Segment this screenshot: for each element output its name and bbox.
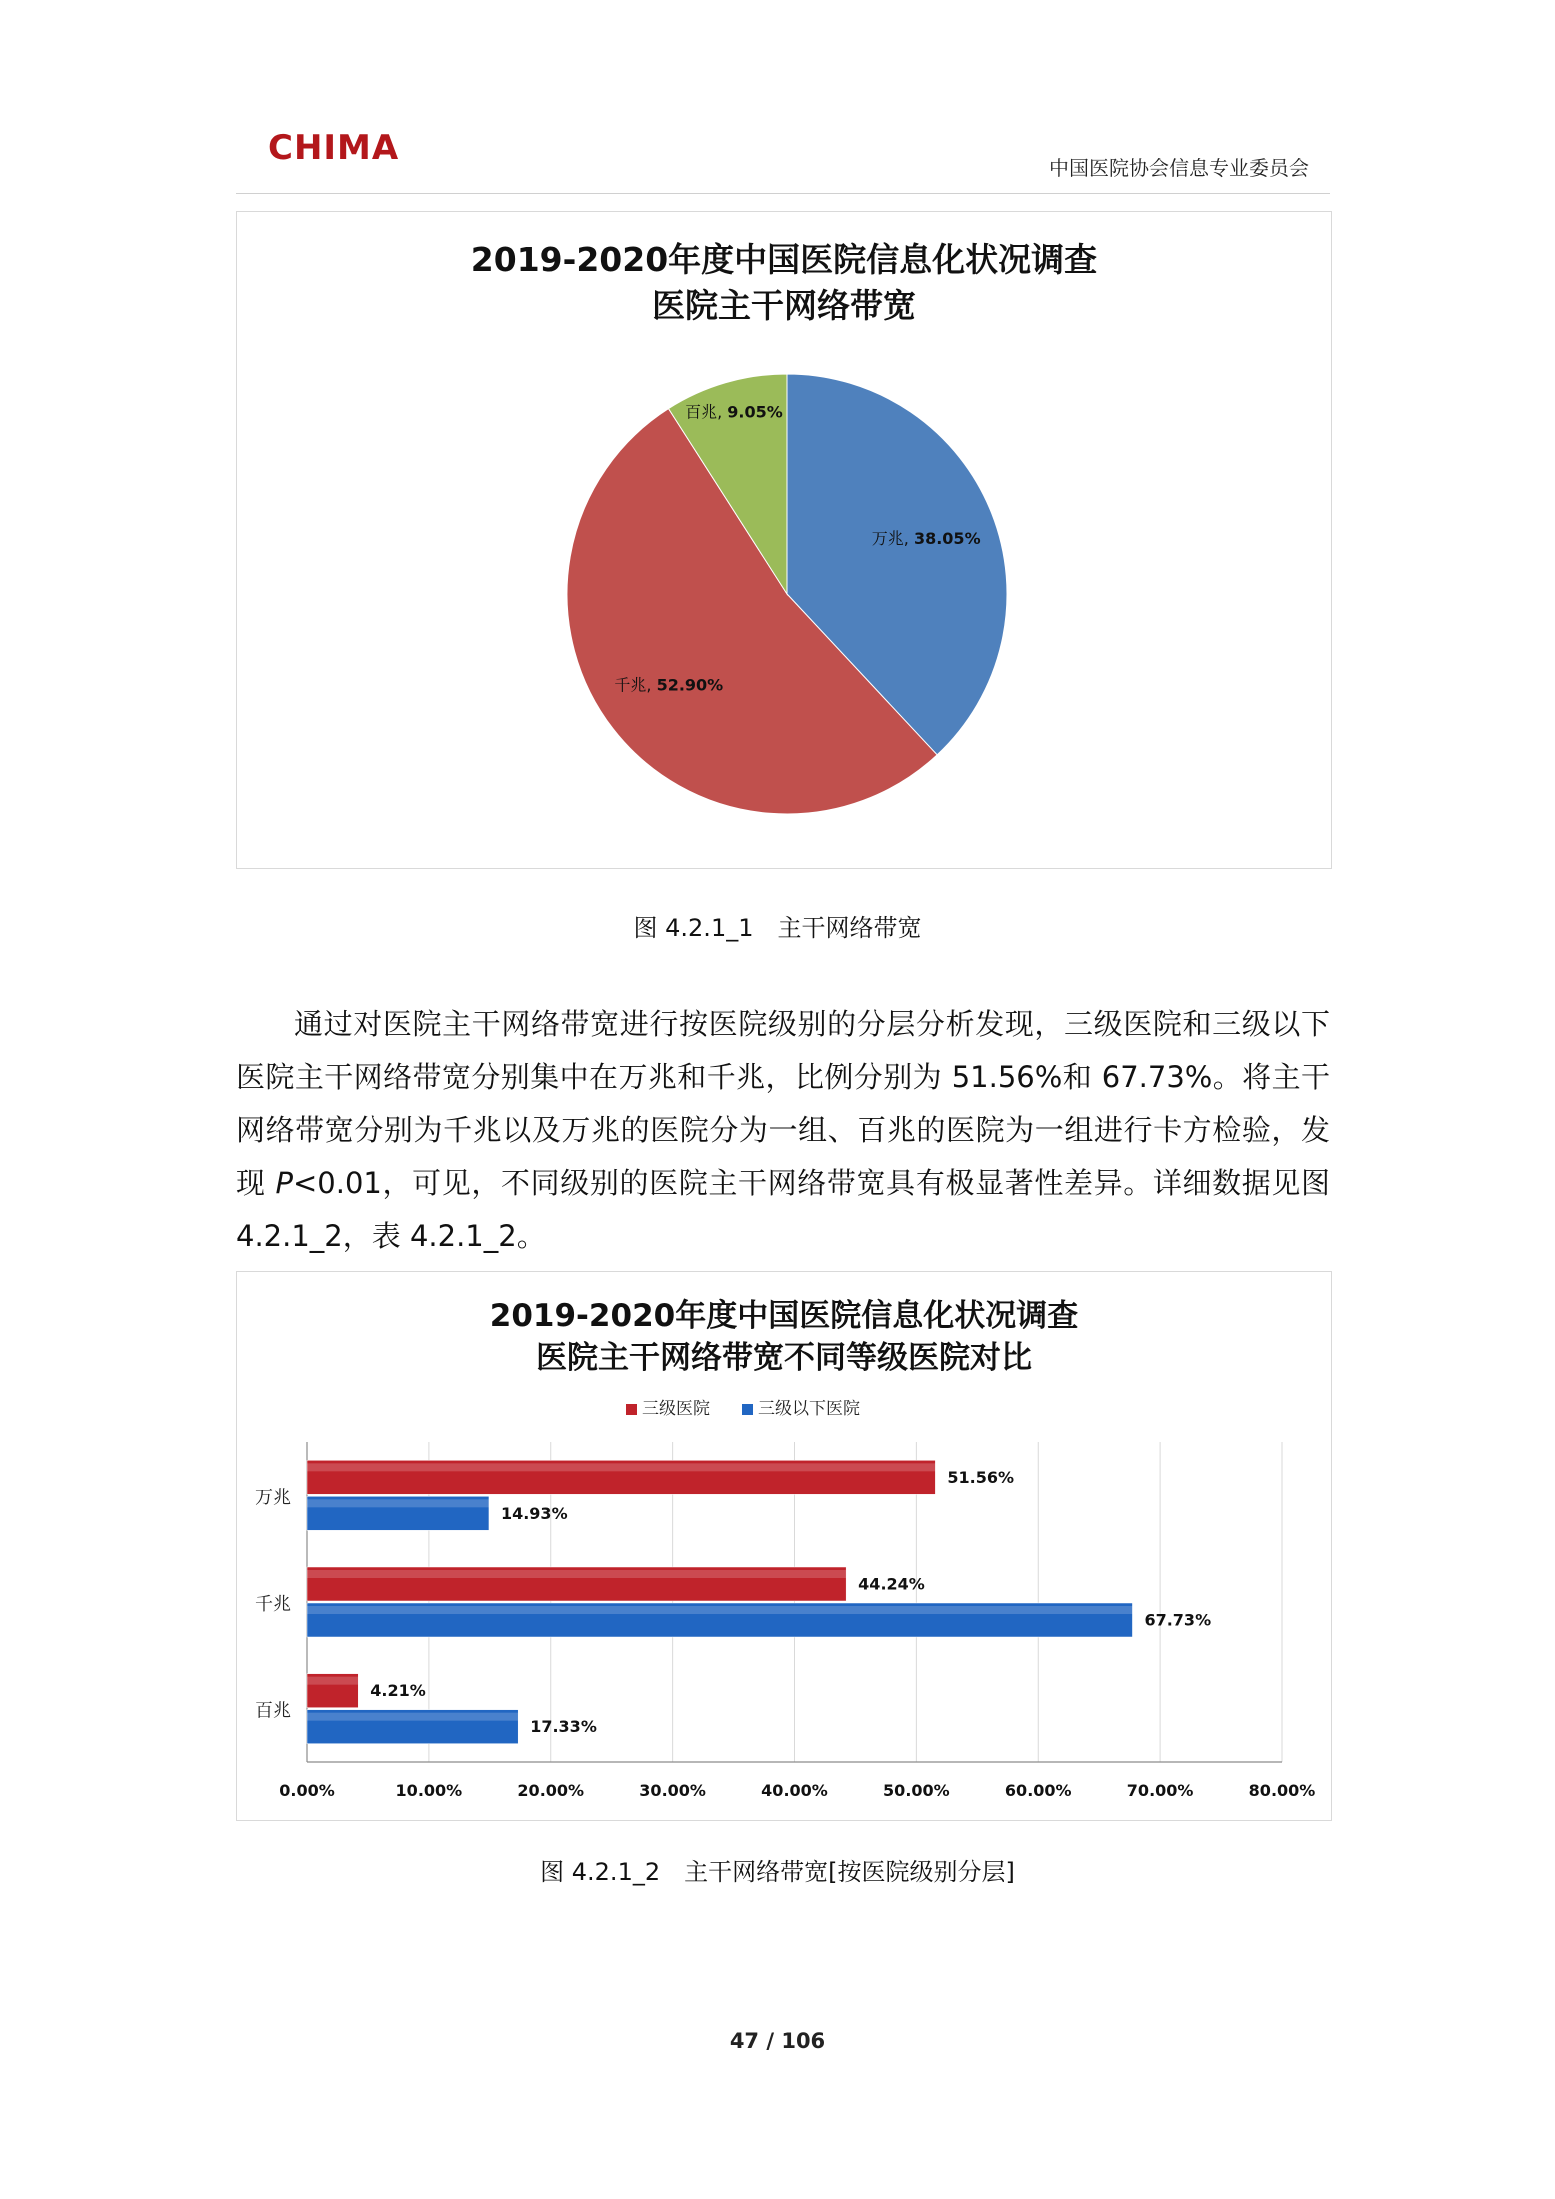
bar-highlight-0-0 bbox=[307, 1463, 935, 1471]
bar-value-label-1-0: 44.24% bbox=[858, 1574, 925, 1594]
pie-label-1: 千兆, 52.90% bbox=[614, 675, 724, 695]
x-tick-label-1: 10.00% bbox=[395, 1781, 463, 1800]
legend-label-0: 三级医院 bbox=[642, 1399, 710, 1419]
bar-value-label-0-1: 14.93% bbox=[500, 1503, 568, 1523]
x-tick-label-3: 30.00% bbox=[639, 1781, 706, 1800]
legend-swatch-0 bbox=[626, 1404, 637, 1415]
bar-value-label-2-0: 4.21% bbox=[370, 1681, 426, 1701]
pie-chart-title-line1: 2019-2020年度中国医院信息化状况调查 bbox=[470, 240, 1098, 279]
body-paragraph bbox=[236, 998, 1330, 1263]
paragraph-text-part2: <0.01，可见，不同级别的医院主干网络带宽具有极显著性差异。详细数据见图 4.2.1_2，表 4.2.1_2。 bbox=[236, 1166, 1331, 1253]
category-label-2: 百兆 bbox=[255, 1700, 291, 1722]
header-divider bbox=[236, 193, 1330, 194]
x-tick-label-5: 50.00% bbox=[883, 1781, 950, 1800]
bar-legend bbox=[626, 1399, 860, 1419]
figure-caption-2: 图 4.2.1_2 主干网络带宽[按医院级别分层] bbox=[540, 1858, 1015, 1886]
bar-highlight-0-1 bbox=[307, 1499, 489, 1507]
pie-label-0: 万兆, 38.05% bbox=[871, 528, 981, 548]
pie-label-2: 百兆, 9.05% bbox=[685, 401, 783, 421]
x-tick-label-6: 60.00% bbox=[1004, 1781, 1072, 1800]
bar-value-label-0-0: 51.56% bbox=[947, 1467, 1015, 1487]
legend-label-1: 三级以下医院 bbox=[758, 1399, 860, 1419]
bar-chart-title-line1: 2019-2020年度中国医院信息化状况调查 bbox=[489, 1298, 1079, 1334]
bar-chart bbox=[237, 1272, 1331, 1820]
bar-highlight-2-1 bbox=[307, 1713, 518, 1721]
x-tick-label-0: 0.00% bbox=[279, 1781, 335, 1800]
bar-chart-container bbox=[236, 1271, 1332, 1821]
chima-logo: CHIMA bbox=[268, 128, 400, 168]
bar-highlight-2-0 bbox=[307, 1677, 358, 1685]
p-value-symbol: P bbox=[275, 1166, 293, 1200]
pie-chart bbox=[237, 212, 1331, 868]
pie-chart-container bbox=[236, 211, 1332, 869]
paragraph-text-part1: 通过对医院主干网络带宽进行按医院级别的分层分析发现，三级医院和三级以下医院主干网络带宽分别集中在万兆和千兆，比例分别为 51.56%和 67.73%。将主干网络带宽分别为千兆以及万兆的医院分为一组、百兆的医院为一组进行卡方检验，发现 bbox=[236, 1007, 1330, 1200]
bar-value-label-1-1: 67.73% bbox=[1144, 1610, 1212, 1630]
figure-caption-1: 图 4.2.1_1 主干网络带宽 bbox=[633, 914, 922, 942]
x-tick-label-2: 20.00% bbox=[517, 1781, 585, 1800]
page-number: 47 / 106 bbox=[729, 2029, 826, 2053]
bar-value-label-2-1: 17.33% bbox=[530, 1717, 597, 1737]
category-label-1: 千兆 bbox=[255, 1594, 291, 1615]
bar-chart-title-line2: 医院主干网络带宽不同等级医院对比 bbox=[536, 1340, 1032, 1376]
legend-swatch-1 bbox=[742, 1404, 753, 1415]
x-tick-label-7: 70.00% bbox=[1126, 1781, 1194, 1800]
x-tick-label-4: 40.00% bbox=[761, 1781, 828, 1800]
pie-chart-title-line2: 医院主干网络带宽 bbox=[652, 286, 916, 325]
bar-highlight-1-0 bbox=[307, 1570, 846, 1578]
bar-highlight-1-1 bbox=[307, 1606, 1132, 1614]
x-tick-label-8: 80.00% bbox=[1248, 1781, 1316, 1800]
organization-name: 中国医院协会信息专业委员会 bbox=[1049, 156, 1309, 180]
category-label-0: 万兆 bbox=[255, 1487, 291, 1509]
